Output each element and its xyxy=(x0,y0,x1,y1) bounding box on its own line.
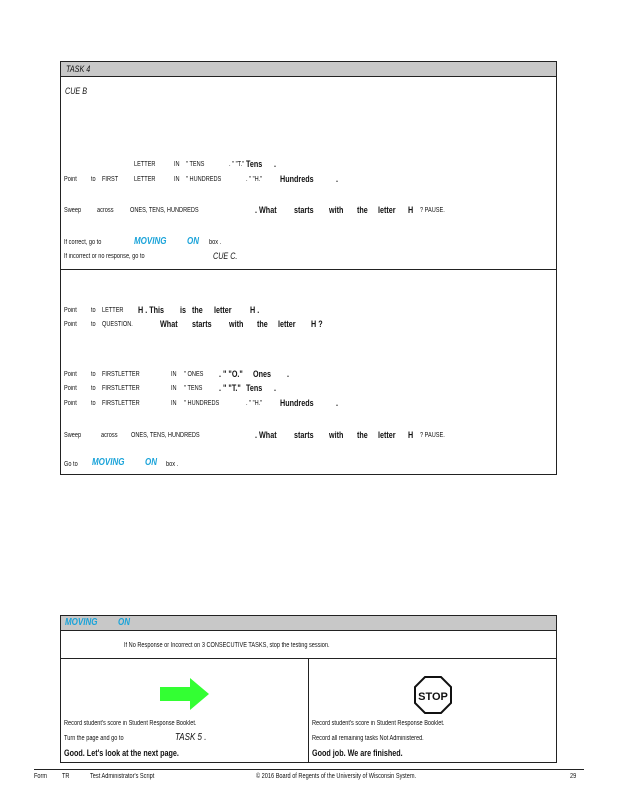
text: starts xyxy=(294,205,314,215)
text: Good job. We are finished. xyxy=(312,748,403,758)
text: . " "H." xyxy=(246,400,263,407)
text: Point xyxy=(64,371,77,378)
text: " TENS xyxy=(184,385,203,392)
text: IN xyxy=(171,400,177,407)
text: Sweep xyxy=(64,207,82,214)
footer-rule xyxy=(34,769,584,770)
text: Point xyxy=(64,385,77,392)
text: the xyxy=(357,430,368,440)
text: Good. Let's look at the next page. xyxy=(64,748,179,758)
page-number: 29 xyxy=(570,773,577,780)
text: FIRSTLETTER xyxy=(102,371,140,378)
text: . " "O." xyxy=(219,369,243,379)
text: to xyxy=(91,400,96,407)
text: Record all remaining tasks Not Administered. xyxy=(312,735,424,742)
text: Record student's score in Student Response Booklet. xyxy=(312,720,445,727)
text: H xyxy=(408,205,414,215)
stop-sign-icon xyxy=(414,676,452,714)
text: Point xyxy=(64,176,77,183)
text: to xyxy=(91,321,96,328)
text: What xyxy=(160,319,178,329)
text: across xyxy=(97,207,114,214)
text: Go to xyxy=(64,461,78,468)
text: Record student's score in Student Response Booklet. xyxy=(64,720,197,727)
text: Point xyxy=(64,321,77,328)
text: starts xyxy=(294,430,314,440)
task-header-bar xyxy=(61,62,556,77)
moving-on-header-bar xyxy=(61,616,556,631)
next-task-label: TASK 5 . xyxy=(175,732,207,743)
text: " HUNDREDS xyxy=(184,400,220,407)
text: with xyxy=(329,430,344,440)
text: with xyxy=(229,319,244,329)
footer-form: Form xyxy=(34,773,48,780)
text: to xyxy=(91,307,96,314)
text: Turn the page and go to xyxy=(64,735,124,742)
task-box xyxy=(60,61,557,475)
text: . xyxy=(274,159,277,169)
text: LETTER xyxy=(102,307,124,314)
text: letter xyxy=(214,305,232,315)
text: the xyxy=(192,305,203,315)
text: Tens xyxy=(246,383,263,393)
footer-title: Test Administrator's Script xyxy=(90,773,155,780)
text: letter xyxy=(378,430,396,440)
text: If incorrect or no response, go to xyxy=(64,253,145,260)
moving-on-link: ON xyxy=(145,457,157,468)
text: QUESTION. xyxy=(102,321,133,328)
text: . " "T." xyxy=(229,161,244,168)
divider xyxy=(61,269,556,270)
text: the xyxy=(257,319,268,329)
text: IN xyxy=(171,385,177,392)
text: ONES, TENS, HUNDREDS xyxy=(130,207,199,214)
text: IN xyxy=(174,176,180,183)
text: H xyxy=(408,430,414,440)
text: Sweep xyxy=(64,432,82,439)
moving-on-title: ON xyxy=(118,617,130,628)
text: FIRSTLETTER xyxy=(102,385,140,392)
text: " HUNDREDS xyxy=(186,176,222,183)
text: LETTER xyxy=(134,176,156,183)
footer-copyright: © 2016 Board of Regents of the University of Wisconsin System. xyxy=(256,773,417,780)
cue-c-label: CUE C. xyxy=(213,251,238,261)
text: ? PAUSE. xyxy=(420,432,445,439)
text: Hundreds xyxy=(280,398,314,408)
moving-on-link: ON xyxy=(187,236,199,247)
text: Point xyxy=(64,400,77,407)
text: is xyxy=(180,305,187,315)
text: " TENS xyxy=(186,161,205,168)
text: FIRST xyxy=(102,176,119,183)
text: the xyxy=(357,205,368,215)
text: . xyxy=(336,398,339,408)
text: letter xyxy=(378,205,396,215)
text: box . xyxy=(209,239,222,246)
text: " ONES xyxy=(184,371,204,378)
text: IN xyxy=(171,371,177,378)
text: Tens xyxy=(246,159,263,169)
text: . What xyxy=(255,205,277,215)
text: If correct, go to xyxy=(64,239,102,246)
column-divider xyxy=(308,658,309,762)
text: H . xyxy=(250,305,260,315)
text: . xyxy=(274,383,277,393)
text: with xyxy=(329,205,344,215)
text: to xyxy=(91,385,96,392)
text: . " "H." xyxy=(246,176,263,183)
moving-on-link: MOVING xyxy=(92,457,125,468)
text: across xyxy=(101,432,118,439)
text: letter xyxy=(278,319,296,329)
text: . xyxy=(336,174,339,184)
text: . xyxy=(287,369,290,379)
footer-code: TR xyxy=(62,773,70,780)
text: Ones xyxy=(253,369,272,379)
text: starts xyxy=(192,319,212,329)
cue-b-label: CUE B xyxy=(65,86,88,96)
text: to xyxy=(91,176,96,183)
text: FIRSTLETTER xyxy=(102,400,140,407)
right-arrow-icon xyxy=(160,678,210,710)
text: H ? xyxy=(311,319,323,329)
task-title: TASK 4 xyxy=(66,64,91,74)
moving-on-title: MOVING xyxy=(65,617,98,628)
moving-on-link: MOVING xyxy=(134,236,167,247)
text: Point xyxy=(64,307,77,314)
stop-sign-label: STOP xyxy=(418,691,448,703)
stop-rule-text: If No Response or Incorrect on 3 CONSECUTIVE TASKS, stop the testing session. xyxy=(124,642,330,649)
text: ? PAUSE. xyxy=(420,207,445,214)
text: IN xyxy=(174,161,180,168)
text: ONES, TENS, HUNDREDS xyxy=(131,432,200,439)
text: LETTER xyxy=(134,161,156,168)
text: Hundreds xyxy=(280,174,314,184)
text: box . xyxy=(166,461,179,468)
text: . " "T." xyxy=(219,383,241,393)
text: to xyxy=(91,371,96,378)
text: H . This xyxy=(138,305,165,315)
text: . What xyxy=(255,430,277,440)
